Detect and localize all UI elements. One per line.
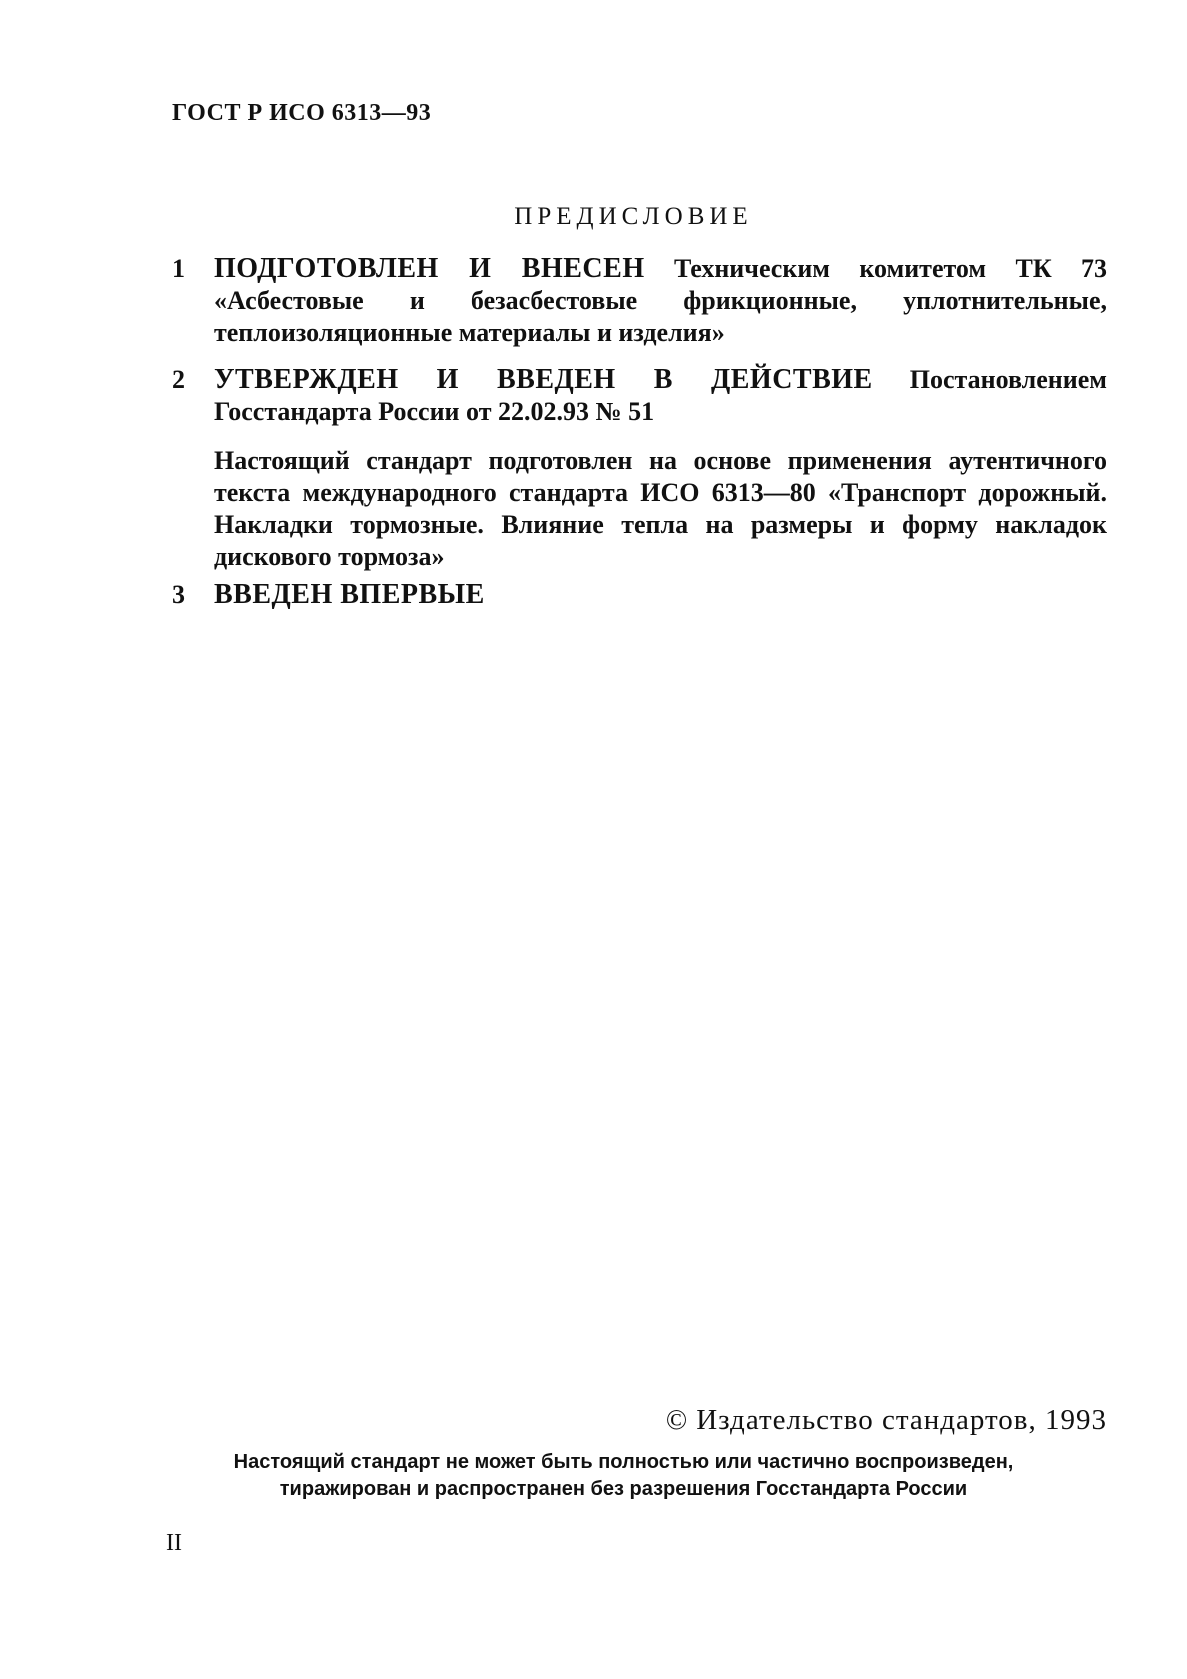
item-text: Постановлением Госстандарта России от 22.02.93 № 51 [214,365,1108,426]
copyright-text: Издательство стандартов, 1993 [696,1404,1107,1436]
foreword-item-1 [172,253,1107,349]
page-number: II [166,1530,182,1556]
item-lead: УТВЕРЖДЕН И ВВЕДЕН В ДЕЙСТВИЕ [214,364,873,395]
notice-line-1: Настоящий стандарт не может быть полностью или частично воспроизведен, [233,1451,1014,1473]
item-number: 2 [172,365,185,394]
foreword-item-2 [172,364,1107,428]
item-body [214,364,1107,428]
item-text: Техническим комитетом ТК 73 «Асбестовые и безасбестовые фрикционные, уплотнительные, теплоизоляционные материалы и изделия» [214,254,1108,347]
copyright-icon: © [665,1405,689,1436]
reproduction-notice [0,1449,1187,1503]
item-number: 1 [172,254,185,283]
foreword-title: ПРЕДИСЛОВИЕ [514,203,753,230]
foreword-note: Настоящий стандарт подготовлен на основе применения аутентичного текста международного стандарта ИСО 6313—80 «Транспорт дорожный. Накладки тормозные. Влияние тепла на размеры и форму накладок дискового тормоза» [214,446,1107,571]
standard-designation: ГОСТ Р ИСО 6313—93 [172,100,432,126]
copyright-line [666,1404,1107,1437]
item-number: 3 [172,580,185,609]
item-body [214,579,1107,611]
item-lead: ПОДГОТОВЛЕН И ВНЕСЕН [214,253,645,284]
notice-line-2: тиражирован и распространен без разрешения Госстандарта России [279,1478,968,1500]
item-lead: ВВЕДЕН ВПЕРВЫЕ [214,579,485,610]
item-body [214,253,1107,349]
foreword-item-3 [172,579,1107,611]
